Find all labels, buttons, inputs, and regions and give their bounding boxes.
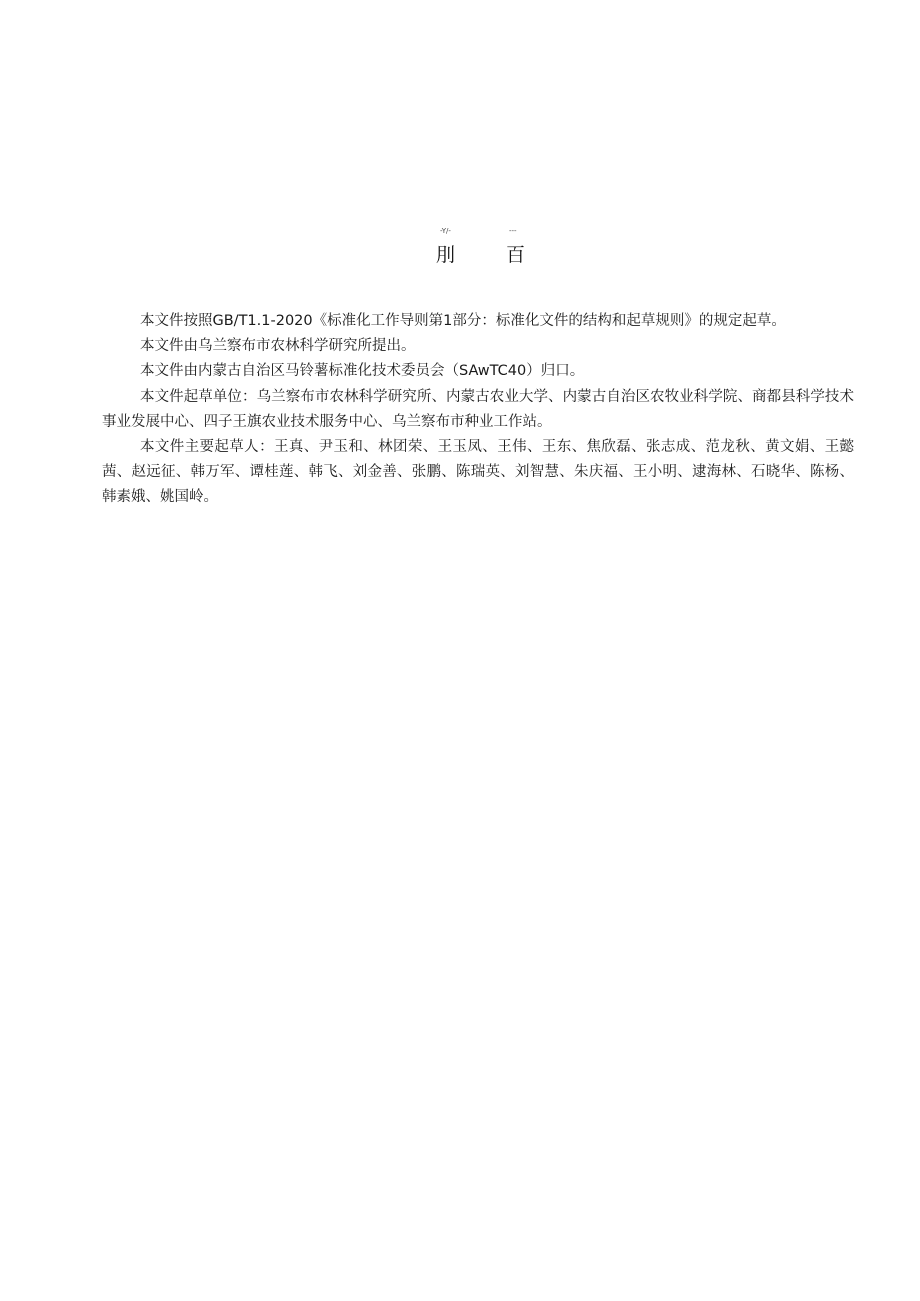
paragraph-drafting-rules: 本文件按照GB/T1.1-2020《标准化工作导则第1部分：标准化文件的结构和起草规则》的规定起草。 — [140, 313, 786, 329]
foreword-body — [102, 309, 854, 511]
paragraph-proposer: 本文件由乌兰察布市农林科学研究所提出。 — [140, 338, 416, 355]
foreword-ruby-left: -Y/- — [440, 227, 451, 235]
paragraph-main-drafters: 本文件主要起草人：王真、尹玉和、林团荣、王玉凤、王伟、王东、焦欣磊、张志成、范龙秋、黄文娟、王懿茜、赵远征、韩万军、谭桂莲、韩飞、刘金善、张鹏、陈瑞英、刘智慧、朱庆福、王小明、逮海林、石晓华、陈杨、韩素娥、姚国岭。 — [102, 439, 854, 506]
foreword-title-right: 百 — [506, 244, 526, 266]
paragraph-drafting-units: 本文件起草单位：乌兰察布市农林科学研究所、内蒙古农业大学、内蒙古自治区农牧业科学院、商都县科学技术事业发展中心、四子王旗农业技术服务中心、乌兰察布市种业工作站。 — [102, 388, 854, 430]
foreword-title-left: 刖 — [436, 244, 456, 266]
foreword-ruby-row — [0, 227, 920, 239]
foreword-ruby-right: --- — [509, 227, 517, 235]
paragraph-centralized-unit: 本文件由内蒙古自治区马铃薯标准化技术委员会（SAwTC40）归口。 — [140, 363, 585, 380]
foreword-title — [0, 240, 920, 270]
